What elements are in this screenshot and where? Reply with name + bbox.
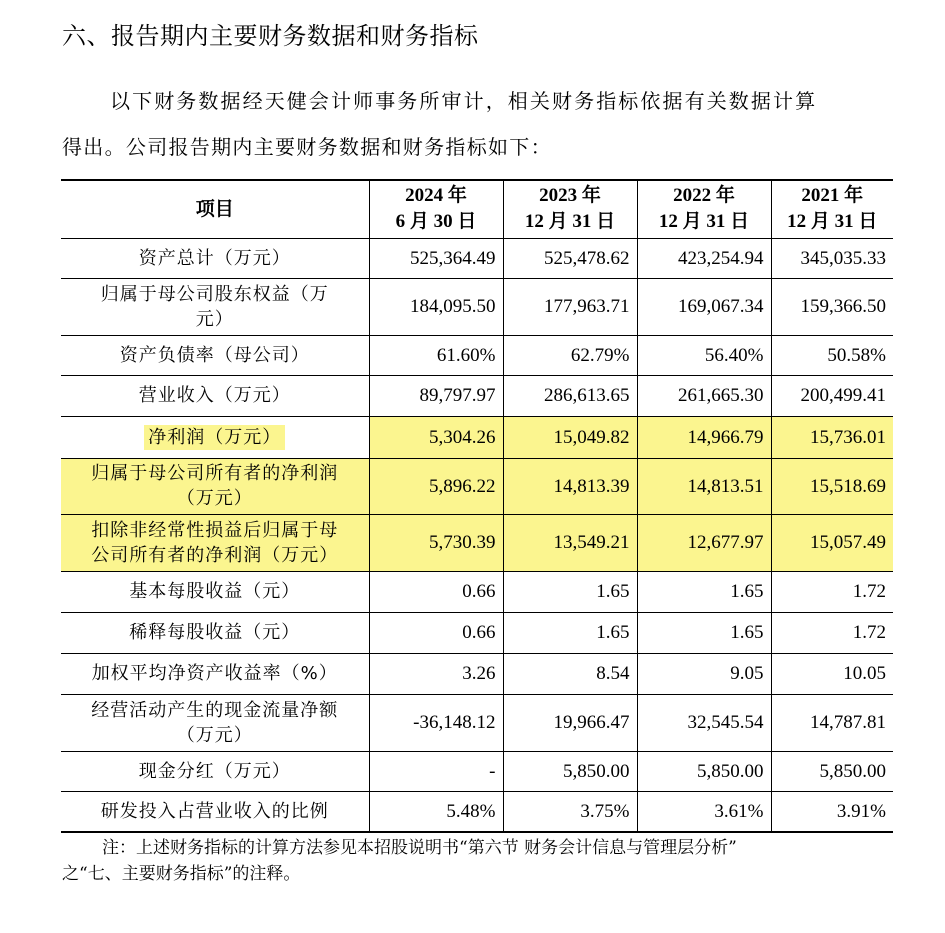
column-date: 12 月 31 日 xyxy=(524,211,616,233)
table-cell: 261,665.30 xyxy=(637,375,771,416)
row-label xyxy=(61,458,369,514)
section-heading: 六、报告期内主要财务数据和财务指标 xyxy=(62,22,479,50)
table-header-row xyxy=(61,180,893,238)
table-cell: 345,035.33 xyxy=(771,238,893,278)
table-cell: 1.65 xyxy=(637,571,771,612)
table-cell: 8.54 xyxy=(503,653,637,694)
column-date: 6 月 30 日 xyxy=(395,211,477,233)
table-cell: 169,067.34 xyxy=(637,278,771,335)
table-cell: 56.40% xyxy=(637,335,771,375)
column-header-2023 xyxy=(503,180,637,238)
table-cell: 62.79% xyxy=(503,335,637,375)
intro-paragraph-line1: 以下财务数据经天健会计师事务所审计，相关财务指标依据有关数据计算 xyxy=(110,89,818,113)
table-cell: 3.61% xyxy=(637,791,771,832)
table-cell: 0.66 xyxy=(369,571,503,612)
table-cell: 5,896.22 xyxy=(369,458,503,514)
column-header-2022 xyxy=(637,180,771,238)
row-label-line1: 归属于母公司所有者的净利润 xyxy=(91,463,339,484)
table-row xyxy=(61,238,893,278)
table-cell: - xyxy=(369,751,503,791)
row-label-line2: 元） xyxy=(195,308,234,330)
table-cell: 1.72 xyxy=(771,612,893,653)
row-label xyxy=(61,514,369,571)
row-label-line2: （万元） xyxy=(176,488,253,509)
footnote-line2: 之“七、主要财务指标”的注释。 xyxy=(62,864,301,884)
table-cell: 12,677.97 xyxy=(637,514,771,571)
row-label: 稀释每股收益（元） xyxy=(61,612,369,653)
row-label: 基本每股收益（元） xyxy=(61,571,369,612)
financial-data-table xyxy=(61,179,893,833)
table-cell: 89,797.97 xyxy=(369,375,503,416)
column-header-2024h1 xyxy=(369,180,503,238)
table-row xyxy=(61,335,893,375)
table-cell: 423,254.94 xyxy=(637,238,771,278)
table-cell: -36,148.12 xyxy=(369,694,503,751)
table-cell: 159,366.50 xyxy=(771,278,893,335)
table-cell: 5,850.00 xyxy=(637,751,771,791)
table-cell: 3.91% xyxy=(771,791,893,832)
table-cell: 14,966.79 xyxy=(637,416,771,458)
column-year: 2024 年 xyxy=(405,185,467,207)
row-label: 资产总计（万元） xyxy=(61,238,369,278)
table-cell: 15,049.82 xyxy=(503,416,637,458)
table-row xyxy=(61,791,893,832)
table-cell: 177,963.71 xyxy=(503,278,637,335)
table-cell: 61.60% xyxy=(369,335,503,375)
row-label-line1: 扣除非经常性损益后归属于母 xyxy=(91,519,339,541)
table-cell: 13,549.21 xyxy=(503,514,637,571)
table-row xyxy=(61,278,893,335)
column-header-2021 xyxy=(771,180,893,238)
table-row-highlighted xyxy=(61,416,893,458)
column-date: 12 月 31 日 xyxy=(787,211,878,233)
column-year: 2023 年 xyxy=(539,185,601,207)
row-label xyxy=(61,278,369,335)
column-year: 2021 年 xyxy=(801,185,864,207)
table-row xyxy=(61,751,893,791)
row-label: 营业收入（万元） xyxy=(61,375,369,416)
table-cell: 5,730.39 xyxy=(369,514,503,571)
table-cell: 525,478.62 xyxy=(503,238,637,278)
table-cell: 286,613.65 xyxy=(503,375,637,416)
row-label-line1: 归属于母公司股东权益（万 xyxy=(100,283,329,305)
row-label: 研发投入占营业收入的比例 xyxy=(61,791,369,832)
table-cell: 10.05 xyxy=(771,653,893,694)
table-cell: 15,518.69 xyxy=(771,458,893,514)
table-row xyxy=(61,694,893,751)
row-label-line2: （万元） xyxy=(176,724,253,746)
table-cell: 1.65 xyxy=(503,612,637,653)
table-cell: 15,057.49 xyxy=(771,514,893,571)
table-cell: 200,499.41 xyxy=(771,375,893,416)
table-cell: 15,736.01 xyxy=(771,416,893,458)
row-label: 加权平均净资产收益率（%） xyxy=(61,653,369,694)
table-cell: 1.65 xyxy=(503,571,637,612)
table-cell: 19,966.47 xyxy=(503,694,637,751)
column-date: 12 月 31 日 xyxy=(658,211,750,233)
row-label: 现金分红（万元） xyxy=(61,751,369,791)
table-cell: 5.48% xyxy=(369,791,503,832)
table-cell: 5,850.00 xyxy=(503,751,637,791)
row-label-line1: 经营活动产生的现金流量净额 xyxy=(91,699,339,721)
table-cell: 0.66 xyxy=(369,612,503,653)
table-cell: 14,787.81 xyxy=(771,694,893,751)
table-cell: 50.58% xyxy=(771,335,893,375)
table-cell: 3.75% xyxy=(503,791,637,832)
row-label xyxy=(61,416,369,458)
table-row xyxy=(61,653,893,694)
item-column-header: 项目 xyxy=(61,180,369,238)
table-cell: 184,095.50 xyxy=(369,278,503,335)
highlight-mark: 净利润（万元） xyxy=(144,425,285,450)
table-cell: 5,304.26 xyxy=(369,416,503,458)
table-cell: 9.05 xyxy=(637,653,771,694)
row-label: 资产负债率（母公司） xyxy=(61,335,369,375)
table-row-highlighted xyxy=(61,458,893,514)
table-cell: 14,813.51 xyxy=(637,458,771,514)
table-row xyxy=(61,612,893,653)
table-cell: 1.72 xyxy=(771,571,893,612)
column-year: 2022 年 xyxy=(673,185,735,207)
table-cell: 3.26 xyxy=(369,653,503,694)
table-cell: 5,850.00 xyxy=(771,751,893,791)
table-cell: 525,364.49 xyxy=(369,238,503,278)
table-row-highlighted xyxy=(61,514,893,571)
table-cell: 32,545.54 xyxy=(637,694,771,751)
row-label-line2: 公司所有者的净利润（万元） xyxy=(91,544,339,566)
table-row xyxy=(61,375,893,416)
footnote-line1: 注：上述财务指标的计算方法参见本招股说明书“第六节 财务会计信息与管理层分析” xyxy=(102,838,737,858)
table-cell: 14,813.39 xyxy=(503,458,637,514)
intro-paragraph-line2: 得出。公司报告期内主要财务数据和财务指标如下： xyxy=(62,135,552,159)
row-label xyxy=(61,694,369,751)
table-cell: 1.65 xyxy=(637,612,771,653)
table-row xyxy=(61,571,893,612)
